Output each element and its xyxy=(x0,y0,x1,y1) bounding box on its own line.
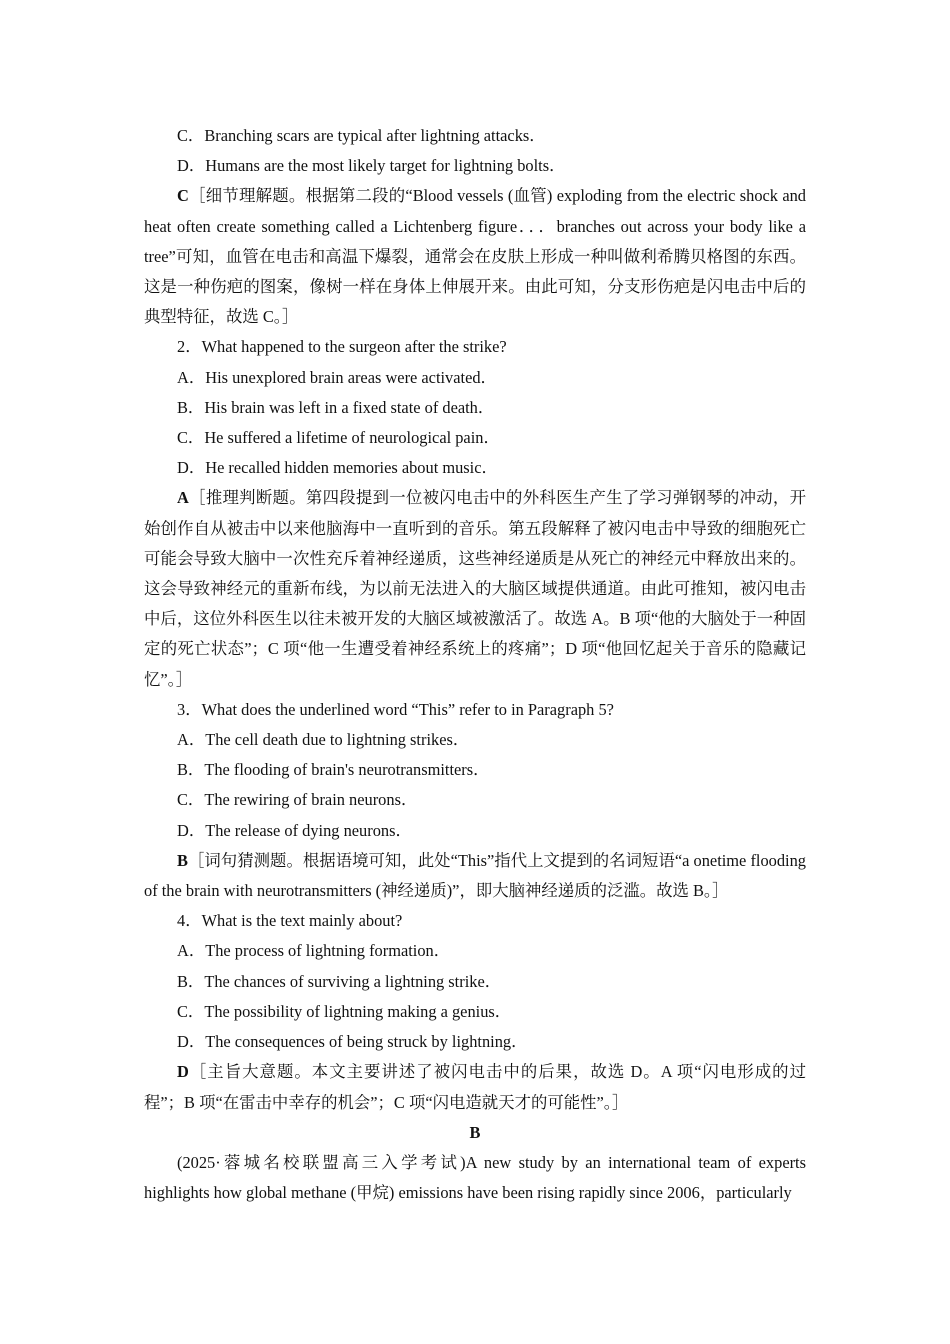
q2-explanation: ［推理判断题。第四段提到一位被闪电击中的外科医生产生了学习弹钢琴的冲动，开始创作自从被击中以来他脑海中一直听到的音乐。第五段解释了被闪电击中导致的细胞死亡可能会导致大脑中一次性充斥着神经递质，这些神经递质是从死亡的神经元中释放出来的。这会导致神经元的重新布线，为以前无法进入的大脑区域提供通道。由此可推知，被闪电击中后，这位外科医生以往未被开发的大脑区域被激活了。故选 A。B 项“他的大脑处于一种固定的死亡状态”；C 项“他一生遭受着神经系统上的疼痛”；D 项“他回忆起关于音乐的隐藏记忆”。］ xyxy=(144,488,806,689)
q2-option-b: B．His brain was left in a fixed state of death． xyxy=(177,397,495,417)
q4-answer-block xyxy=(144,1057,806,1117)
q2-answer-block xyxy=(144,483,806,694)
q3-option-b: B．The flooding of brain's neurotransmitters． xyxy=(177,760,490,780)
q4-option-d: D．The consequences of being struck by lightning． xyxy=(177,1032,528,1052)
q3-option-d: D．The release of dying neurons． xyxy=(177,820,412,840)
q3-option-c: C．The rewiring of brain neurons． xyxy=(177,790,418,810)
q4-answer: D xyxy=(177,1062,189,1082)
q2-option-a: A．His unexplored brain areas were activated． xyxy=(177,367,497,387)
q1-answer-block xyxy=(144,181,806,332)
q1-answer: C xyxy=(177,186,189,206)
q4-option-c: C．The possibility of lightning making a genius． xyxy=(177,1001,512,1021)
q3-question: 3．What does the underlined word “This” refer to in Paragraph 5? xyxy=(177,699,614,719)
q4-question: 4．What is the text mainly about? xyxy=(177,911,403,931)
q4-option-a: A．The process of lightning formation． xyxy=(177,941,451,961)
q2-option-d: D．He recalled hidden memories about music． xyxy=(177,458,498,478)
q3-option-a: A．The cell death due to lightning strikes． xyxy=(177,730,470,750)
q3-answer: B xyxy=(177,850,188,870)
q1-option-d: D．Humans are the most likely target for lightning bolts． xyxy=(177,156,566,176)
q2-question: 2．What happened to the surgeon after the strike? xyxy=(177,337,507,357)
q1-explanation: ［细节理解题。根据第二段的“Blood vessels (血管) exploding from the electric shock and heat often create something called a Lichtenberg figure．．．branches out across your body like a tree”可知，血管在电击和高温下爆裂，通常会在皮肤上形成一种叫做利希腾贝格图的东西。这是一种伤疤的图案，像树一样在身体上伸展开来。由此可知，分支形伤疤是闪电击中后的典型特征，故选 C。］ xyxy=(144,186,806,327)
q4-explanation: ［主旨大意题。本文主要讲述了被闪电击中的后果，故选 D。A 项“闪电形成的过程”；B 项“在雷击中幸存的机会”；C 项“闪电造就天才的可能性”。］ xyxy=(144,1062,806,1112)
section-b-intro: (2025·蓉城名校联盟高三入学考试)A new study by an international team of experts highlights how global methane (甲烷) emissions have been rising rapidly since 2006，particularly xyxy=(144,1152,806,1203)
section-b-heading: B xyxy=(469,1122,481,1142)
q3-explanation: ［词句猜测题。根据语境可知，此处“This”指代上文提到的名词短语“a onetime flooding of the brain with neurotransmitters (神经递质)”，即大脑神经递质的泛滥。故选 B。］ xyxy=(144,850,806,901)
document-page xyxy=(144,121,806,1208)
q2-answer: A xyxy=(177,488,189,508)
q3-answer-block xyxy=(144,846,806,906)
q4-option-b: B．The chances of surviving a lightning strike． xyxy=(177,971,502,991)
q2-option-c: C．He suffered a lifetime of neurological pain． xyxy=(177,428,500,448)
q1-option-c: C．Branching scars are typical after lightning attacks． xyxy=(177,126,546,145)
